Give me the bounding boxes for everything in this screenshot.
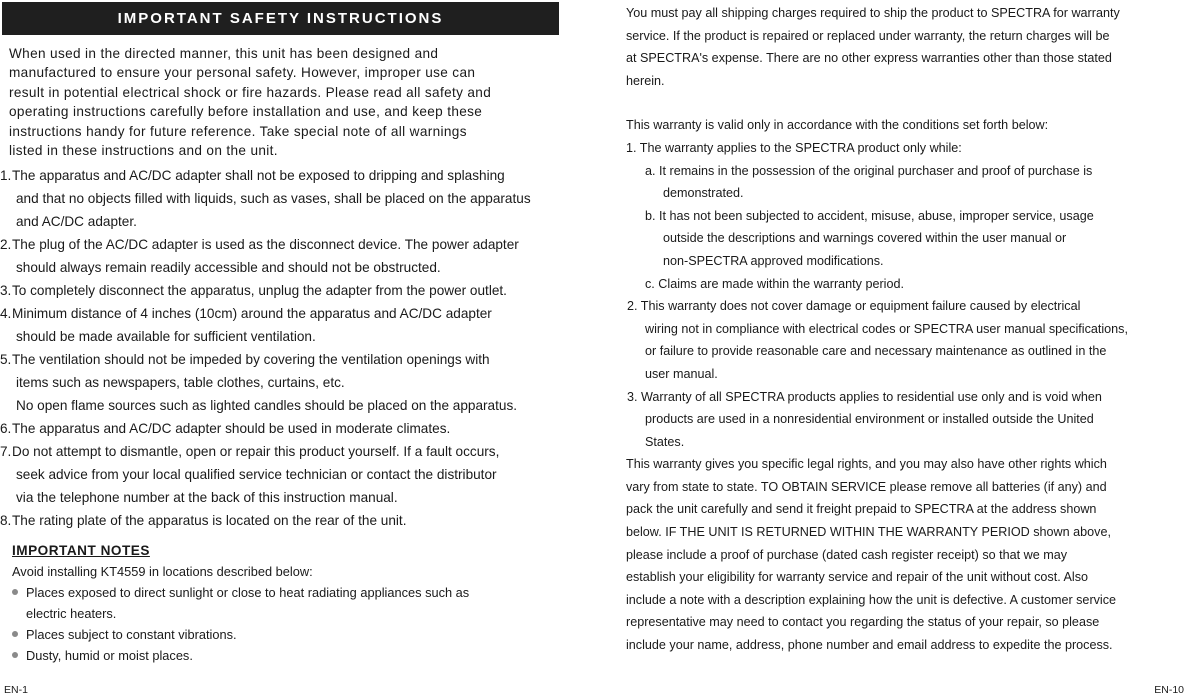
text-line: a. It remains in the possession of the original purchaser and proof of purchase is bbox=[645, 163, 1093, 178]
rule-number: 3. bbox=[0, 283, 12, 298]
bullet-icon bbox=[12, 631, 18, 637]
safety-rule bbox=[0, 509, 570, 532]
condition-1b bbox=[626, 205, 1187, 273]
intro-line: operating instructions carefully before installation and use, and keep these bbox=[9, 104, 483, 120]
text-line: products are used in a nonresidential environment or installed outside the United bbox=[645, 412, 1094, 427]
text-line: service. If the product is repaired or replaced under warranty, the return charges will be bbox=[626, 28, 1110, 43]
intro-line: manufactured to ensure your personal safety. However, improper use can bbox=[9, 65, 476, 81]
bullet-icon bbox=[12, 589, 18, 595]
rule-line: Minimum distance of 4 inches (10cm) around the apparatus and AC/DC adapter bbox=[12, 306, 492, 321]
text-line: You must pay all shipping charges required to ship the product to SPECTRA for warranty bbox=[626, 6, 1120, 20]
text-line: please include a proof of purchase (dated cash register receipt) so that we may bbox=[626, 547, 1068, 562]
rule-line: Do not attempt to dismantle, open or repair this product yourself. If a fault occurs, bbox=[12, 444, 500, 459]
notes-subtitle: Avoid installing KT4559 in locations described below: bbox=[12, 564, 313, 579]
rule-number: 2. bbox=[0, 237, 12, 252]
safety-title-banner: IMPORTANT SAFETY INSTRUCTIONS bbox=[2, 2, 559, 35]
important-notes bbox=[12, 540, 552, 666]
text-line: 3. Warranty of all SPECTRA products applies to residential use only and is void when bbox=[627, 389, 1102, 404]
rule-line: The ventilation should not be impeded by covering the ventilation openings with bbox=[12, 352, 490, 367]
intro-line: instructions handy for future reference. Take special note of all warnings bbox=[9, 123, 467, 139]
condition-2 bbox=[626, 295, 1187, 385]
rule-number: 1. bbox=[0, 168, 12, 183]
text-line: 2. This warranty does not cover damage or equipment failure caused by electrical bbox=[627, 299, 1081, 314]
intro-paragraph bbox=[9, 44, 561, 160]
text-line: non-SPECTRA approved modifications. bbox=[663, 253, 884, 268]
safety-rule bbox=[0, 440, 570, 509]
text-line: States. bbox=[645, 434, 685, 449]
rule-line: seek advice from your local qualified service technician or contact the distributor bbox=[16, 467, 497, 482]
text-line: demonstrated. bbox=[663, 186, 744, 201]
page-number-left: EN-1 bbox=[4, 684, 28, 696]
intro-line: listed in these instructions and on the unit. bbox=[9, 143, 278, 159]
text-line: pack the unit carefully and send it freight prepaid to SPECTRA at the address shown bbox=[626, 502, 1097, 517]
note-line: Places exposed to direct sunlight or close to heat radiating appliances such as bbox=[26, 585, 470, 600]
bullet-icon bbox=[12, 652, 18, 658]
rule-line: and that no objects filled with liquids, such as vases, shall be placed on the apparatus bbox=[16, 191, 531, 206]
text-line: b. It has not been subjected to accident, misuse, abuse, improper service, usage bbox=[645, 208, 1094, 223]
paragraph-gap bbox=[626, 92, 1187, 114]
intro-line: result in potential electrical shock or fire hazards. Please read all safety and bbox=[9, 84, 492, 100]
rule-line: The apparatus and AC/DC adapter should be used in moderate climates. bbox=[12, 421, 451, 436]
text-line: This warranty is valid only in accordance with the conditions set forth below: bbox=[626, 118, 1049, 133]
safety-rule bbox=[0, 302, 570, 348]
safety-rules-list bbox=[0, 164, 570, 532]
text-line: 1. The warranty applies to the SPECTRA product only while: bbox=[626, 140, 962, 155]
rule-number: 6. bbox=[0, 421, 12, 436]
text-line: representative may need to contact you regarding the status of your repair, so please bbox=[626, 615, 1100, 630]
safety-rule bbox=[0, 279, 570, 302]
text-line: wiring not in compliance with electrical codes or SPECTRA user manual specifications, bbox=[645, 321, 1128, 336]
rule-line: items such as newspapers, table clothes, curtains, etc. bbox=[16, 375, 345, 390]
text-line: c. Claims are made within the warranty period. bbox=[645, 276, 904, 291]
list-item bbox=[12, 624, 552, 645]
rule-number: 5. bbox=[0, 352, 12, 367]
safety-rule bbox=[0, 164, 570, 233]
rule-line: should be made available for sufficient ventilation. bbox=[16, 329, 316, 344]
safety-rule bbox=[0, 417, 570, 440]
safety-rule bbox=[0, 348, 570, 417]
text-line: outside the descriptions and warnings covered within the user manual or bbox=[663, 231, 1067, 246]
rule-line: To completely disconnect the apparatus, unplug the adapter from the power outlet. bbox=[12, 283, 507, 298]
list-item bbox=[12, 645, 552, 666]
note-line: Places subject to constant vibrations. bbox=[26, 627, 237, 642]
rule-line: should always remain readily accessible and should not be obstructed. bbox=[16, 260, 441, 275]
text-line: vary from state to state. TO OBTAIN SERVICE please remove all batteries (if any) and bbox=[626, 479, 1107, 494]
text-line: include a note with a description explaining how the unit is defective. A customer service bbox=[626, 592, 1117, 607]
rule-number: 4. bbox=[0, 306, 12, 321]
note-line: Dusty, humid or moist places. bbox=[26, 648, 193, 663]
list-item bbox=[12, 582, 552, 624]
rule-line: The rating plate of the apparatus is located on the rear of the unit. bbox=[12, 513, 407, 528]
rule-line: and AC/DC adapter. bbox=[16, 214, 137, 229]
text-line: or failure to provide reasonable care and necessary maintenance as outlined in the bbox=[645, 344, 1107, 359]
condition-1c bbox=[626, 273, 1187, 296]
note-line: electric heaters. bbox=[26, 606, 117, 621]
rule-line: The apparatus and AC/DC adapter shall not be exposed to dripping and splashing bbox=[12, 168, 505, 183]
notes-list bbox=[12, 582, 552, 666]
text-line: user manual. bbox=[645, 366, 718, 381]
rule-line: No open flame sources such as lighted candles should be placed on the apparatus. bbox=[16, 398, 518, 413]
text-line: This warranty gives you specific legal rights, and you may also have other rights which bbox=[626, 457, 1107, 472]
safety-rule bbox=[0, 233, 570, 279]
left-page bbox=[0, 0, 590, 696]
rule-number: 7. bbox=[0, 444, 12, 459]
text-line: below. IF THE UNIT IS RETURNED WITHIN THE WARRANTY PERIOD shown above, bbox=[626, 525, 1111, 540]
rule-line: via the telephone number at the back of this instruction manual. bbox=[16, 490, 398, 505]
notes-title: IMPORTANT NOTES bbox=[12, 543, 150, 558]
text-line: establish your eligibility for warranty service and repair of the unit without cost. Also bbox=[626, 570, 1088, 585]
condition-3 bbox=[626, 386, 1187, 454]
right-page bbox=[622, 0, 1188, 696]
text-line: herein. bbox=[626, 73, 665, 88]
rule-line: The plug of the AC/DC adapter is used as the disconnect device. The power adapter bbox=[12, 237, 519, 252]
intro-line: When used in the directed manner, this unit has been designed and bbox=[9, 46, 439, 61]
page-number-right: EN-10 bbox=[1154, 684, 1184, 696]
warranty-text bbox=[626, 2, 1187, 657]
condition-1a bbox=[626, 160, 1187, 205]
text-line: include your name, address, phone number and email address to expedite the process. bbox=[626, 638, 1113, 653]
text-line: at SPECTRA's expense. There are no other express warranties other than those stated bbox=[626, 51, 1112, 66]
rule-number: 8. bbox=[0, 513, 12, 528]
